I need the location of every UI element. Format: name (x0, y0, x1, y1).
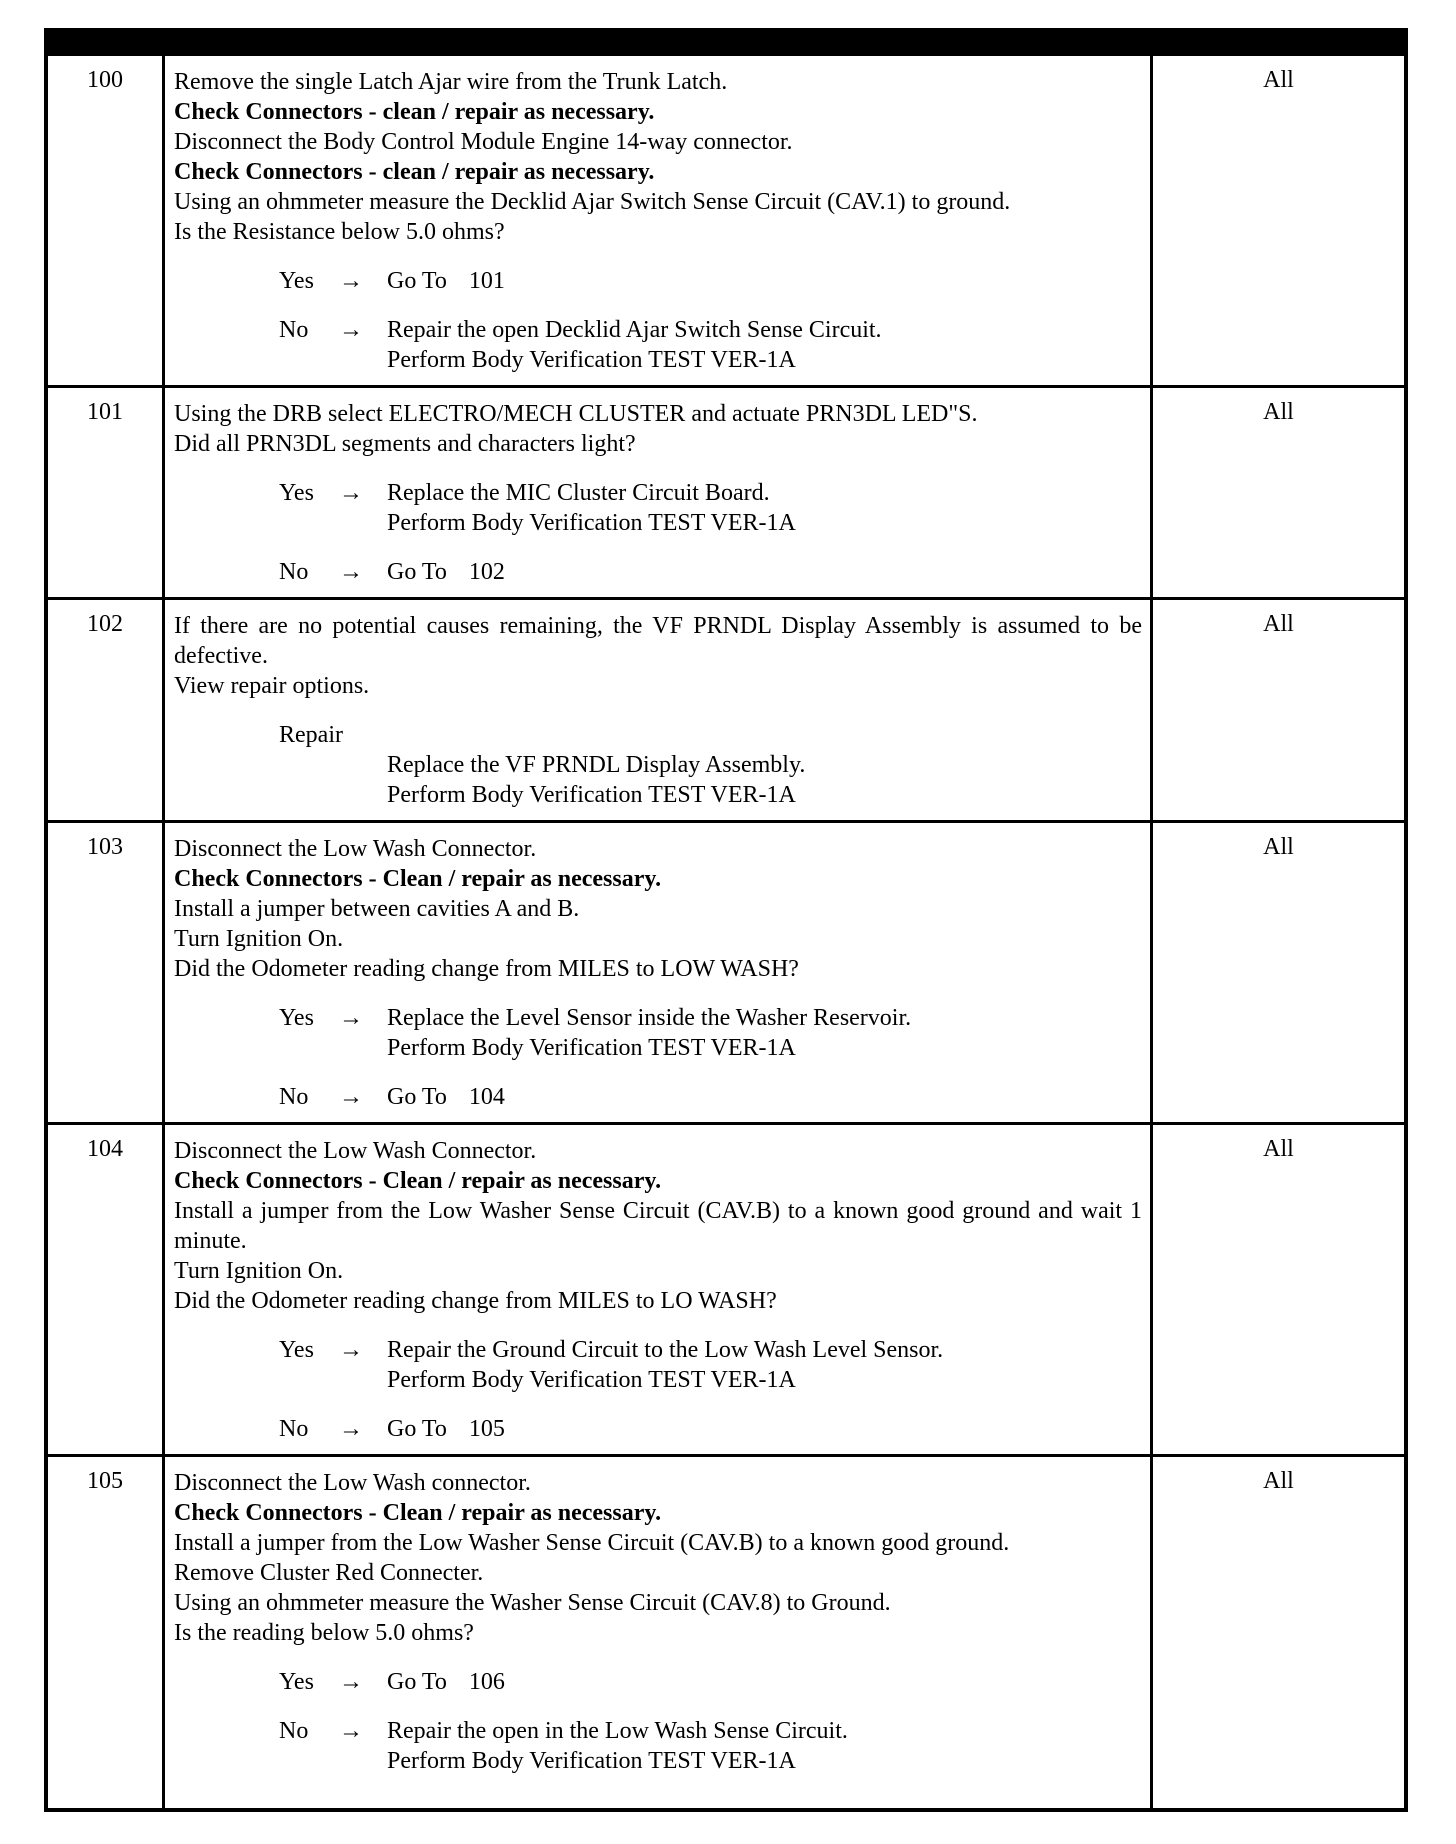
goto-reference (387, 557, 505, 587)
instruction-line: Remove Cluster Red Connecter. (174, 1560, 484, 1586)
instruction-emphasis: Check Connectors - Clean / repair as necessary. (174, 1500, 662, 1526)
instruction-line: Remove the single Latch Ajar wire from the Trunk Latch. (174, 69, 728, 95)
repair-label: Repair (279, 722, 343, 748)
outcome-label: Yes (279, 1669, 314, 1695)
repair-options (279, 720, 1142, 810)
instruction-line: Disconnect the Low Wash connector. (174, 1470, 531, 1496)
instruction-emphasis: Check Connectors - Clean / repair as necessary. (174, 866, 662, 892)
goto-step-number: 105 (468, 1416, 505, 1442)
goto-step-number: 104 (468, 1084, 505, 1110)
repair-actions (387, 750, 1142, 810)
goto-reference (387, 1082, 505, 1112)
instruction-line: Install a jumper between cavities A and B. (174, 896, 580, 922)
outcome-action (387, 266, 505, 296)
goto-step-number: 106 (468, 1669, 505, 1695)
step-number: 105 (48, 1457, 165, 1808)
outcome-action-line: Perform Body Verification TEST VER-1A (387, 1035, 796, 1061)
outcome-no (279, 1716, 1142, 1776)
goto-reference (387, 1414, 505, 1444)
outcome-list (174, 478, 1142, 587)
goto-label: Go To (387, 1084, 447, 1110)
instruction-line: If there are no potential causes remaining, the VF PRNDL Display Assembly is assumed to be defective. (174, 613, 1142, 669)
outcome-list (174, 1335, 1142, 1444)
step-number: 101 (48, 388, 165, 597)
instruction-line: Did all PRN3DL segments and characters light? (174, 431, 636, 457)
table-row (48, 600, 1404, 823)
outcome-action (387, 1414, 505, 1444)
instruction-line: View repair options. (174, 673, 370, 699)
outcome-label: No (279, 1416, 309, 1442)
step-instructions (165, 56, 1153, 385)
right-arrow-icon: → (339, 1337, 363, 1363)
repair-action-line: Perform Body Verification TEST VER-1A (387, 782, 796, 808)
outcome-no (279, 1414, 1142, 1444)
outcome-action (387, 478, 796, 538)
outcome-label: Yes (279, 1337, 314, 1363)
right-arrow-icon: → (339, 1084, 363, 1110)
instruction-emphasis: Check Connectors - clean / repair as necessary. (174, 99, 655, 125)
applicability: All (1263, 1136, 1294, 1162)
goto-step-number: 102 (468, 559, 505, 585)
outcome-action-line: Repair the open in the Low Wash Sense Circuit. (387, 1718, 848, 1744)
instruction-line: Install a jumper from the Low Washer Sense Circuit (CAV.B) to a known good ground and wait 1 minute. (174, 1198, 1142, 1254)
step-number: 102 (48, 600, 165, 820)
outcome-yes (279, 1667, 1142, 1697)
instruction-line: Using an ohmmeter measure the Washer Sense Circuit (CAV.8) to Ground. (174, 1590, 891, 1616)
table-row (48, 823, 1404, 1125)
outcome-yes (279, 1335, 1142, 1395)
table-header-bar (48, 32, 1404, 56)
outcome-action (387, 1003, 911, 1063)
instruction-line: Turn Ignition On. (174, 1258, 344, 1284)
goto-label: Go To (387, 1416, 447, 1442)
instruction-line: Did the Odometer reading change from MILES to LOW WASH? (174, 956, 799, 982)
applicability: All (1263, 399, 1294, 425)
outcome-action-line: Replace the Level Sensor inside the Washer Reservoir. (387, 1005, 912, 1031)
right-arrow-icon: → (339, 1005, 363, 1031)
outcome-action (387, 1667, 505, 1697)
outcome-action-line: Repair the open Decklid Ajar Switch Sense Circuit. (387, 317, 882, 343)
step-instructions (165, 388, 1153, 597)
instruction-line: Disconnect the Body Control Module Engine 14-way connector. (174, 129, 793, 155)
instruction-line: Is the Resistance below 5.0 ohms? (174, 219, 505, 245)
step-instructions (165, 1457, 1153, 1808)
applicability: All (1263, 834, 1294, 860)
repair-action-line: Replace the VF PRNDL Display Assembly. (387, 752, 806, 778)
goto-reference (387, 266, 505, 296)
instruction-emphasis: Check Connectors - Clean / repair as necessary. (174, 1168, 662, 1194)
step-number: 104 (48, 1125, 165, 1454)
step-number: 100 (48, 56, 165, 385)
outcome-action-line: Perform Body Verification TEST VER-1A (387, 347, 796, 373)
outcome-action (387, 315, 882, 375)
outcome-action (387, 1335, 943, 1395)
outcome-yes (279, 1003, 1142, 1063)
outcome-action-line: Replace the MIC Cluster Circuit Board. (387, 480, 770, 506)
goto-label: Go To (387, 268, 447, 294)
outcome-no (279, 315, 1142, 375)
instruction-emphasis: Check Connectors - clean / repair as necessary. (174, 159, 655, 185)
applicability: All (1263, 1468, 1294, 1494)
instruction-line: Using the DRB select ELECTRO/MECH CLUSTER and actuate PRN3DL LED"S. (174, 401, 978, 427)
table-row (48, 1125, 1404, 1457)
right-arrow-icon: → (339, 1416, 363, 1442)
diagnostic-table (44, 28, 1408, 1812)
goto-label: Go To (387, 559, 447, 585)
right-arrow-icon: → (339, 480, 363, 506)
outcome-label: No (279, 317, 309, 343)
outcome-action-line: Perform Body Verification TEST VER-1A (387, 1367, 796, 1393)
outcome-no (279, 1082, 1142, 1112)
outcome-yes (279, 478, 1142, 538)
outcome-label: Yes (279, 480, 314, 506)
outcome-action (387, 1716, 848, 1776)
instruction-line: Did the Odometer reading change from MILES to LO WASH? (174, 1288, 777, 1314)
instruction-line: Disconnect the Low Wash Connector. (174, 1138, 537, 1164)
outcome-action-line: Repair the Ground Circuit to the Low Wash Level Sensor. (387, 1337, 944, 1363)
table-row (48, 1457, 1404, 1808)
goto-reference (387, 1667, 505, 1697)
table-rows (48, 56, 1404, 1808)
outcome-label: No (279, 1084, 309, 1110)
goto-step-number: 101 (468, 268, 505, 294)
step-instructions (165, 823, 1153, 1122)
applicability: All (1263, 611, 1294, 637)
outcome-action (387, 1082, 505, 1112)
right-arrow-icon: → (339, 1718, 363, 1744)
table-row (48, 56, 1404, 388)
instruction-line: Turn Ignition On. (174, 926, 344, 952)
applicability: All (1263, 67, 1294, 93)
outcome-label: No (279, 559, 309, 585)
right-arrow-icon: → (339, 268, 363, 294)
outcome-label: Yes (279, 268, 314, 294)
outcome-label: Yes (279, 1005, 314, 1031)
outcome-action-line: Perform Body Verification TEST VER-1A (387, 510, 796, 536)
outcome-yes (279, 266, 1142, 296)
outcome-label: No (279, 1718, 309, 1744)
outcome-list (174, 266, 1142, 375)
instruction-line: Using an ohmmeter measure the Decklid Ajar Switch Sense Circuit (CAV.1) to ground. (174, 189, 1011, 215)
step-instructions (165, 600, 1153, 820)
step-number: 103 (48, 823, 165, 1122)
instruction-line: Is the reading below 5.0 ohms? (174, 1620, 474, 1646)
table-row (48, 388, 1404, 600)
step-instructions (165, 1125, 1153, 1454)
outcome-list (174, 1667, 1142, 1776)
instruction-line: Disconnect the Low Wash Connector. (174, 836, 537, 862)
right-arrow-icon: → (339, 1669, 363, 1695)
instruction-line: Install a jumper from the Low Washer Sense Circuit (CAV.B) to a known good ground. (174, 1530, 1010, 1556)
right-arrow-icon: → (339, 559, 363, 585)
outcome-no (279, 557, 1142, 587)
outcome-action (387, 557, 505, 587)
outcome-action-line: Perform Body Verification TEST VER-1A (387, 1748, 796, 1774)
outcome-list (174, 1003, 1142, 1112)
right-arrow-icon: → (339, 317, 363, 343)
goto-label: Go To (387, 1669, 447, 1695)
